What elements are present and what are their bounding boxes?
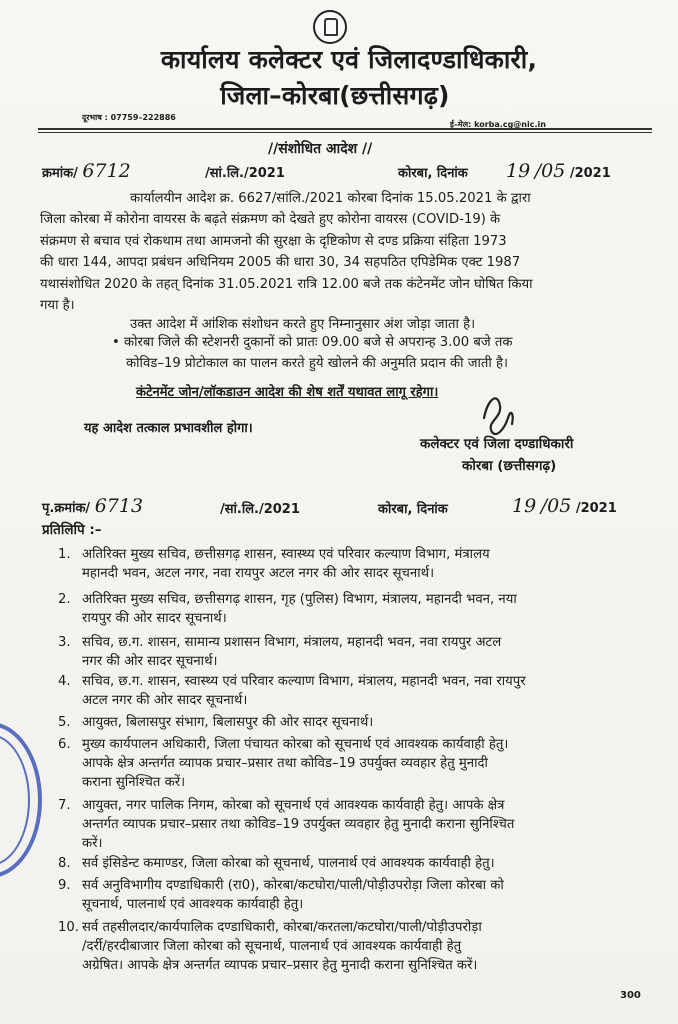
signatory-designation: कलेक्टर एवं जिला दण्डाधिकारी [420,436,574,452]
order-date-month: /05 [534,160,566,182]
order-place-date-label: कोरबा, दिनांक [398,166,468,181]
list-item-line: सचिव, छ.ग. शासन, स्वास्थ्य एवं परिवार कल्याण विभाग, मंत्रालय, महानदी भवन, नवा रायपुर [82,674,526,689]
copy-date-month: /05 [540,495,572,517]
copy-section: /सां.लि./2021 [220,502,300,517]
copy-date [512,495,617,517]
office-title: कार्यालय कलेक्टर एवं जिलादण्डाधिकारी, [160,45,538,74]
paragraph-line: जिला कोरबा में कोरोना वायरस के बढ़ते संक्रमण को देखते हुए कोरोना वायरस (COVID-19) के [40,212,501,228]
copy-date-year: /2021 [575,501,617,516]
phone-number: दूरभाष : 07759–222886 [82,113,176,122]
copy-heading: प्रतिलिपि :– [42,522,102,538]
list-item-number: 4. [58,674,71,689]
order-date-year: /2021 [569,166,611,181]
list-item-line: सर्व इंसिडेन्ट कमाण्डर, जिला कोरबा को सूचनार्थ, पालनार्थ एवं आवश्यक कार्यवाही हेतु। [82,856,495,871]
list-item-line: आयुक्त, नगर पालिक निगम, कोरबा को सूचनार्थ एवं आवश्यक कार्यवाही हेतु। आपके क्षेत्र [82,798,505,813]
list-item-line: आयुक्त, बिलासपुर संभाग, बिलासपुर की ओर सादर सूचनार्थ। [82,715,374,730]
list-item-number: 9. [58,878,71,893]
list-item-line: /दर्री/हरदीबाजार जिला कोरबा को सूचनार्थ, पालनार्थ एवं आवश्यक कार्यवाही हेतु [82,939,462,955]
list-item-number: 10. [58,920,79,935]
order-number-label: क्रमांक/ [42,166,78,181]
copy-number-handwritten: 6713 [94,495,144,517]
paragraph-line: की धारा 144, आपदा प्रबंधन अधिनियम 2005 की धारा 30, 34 सहपठित एपिडेमिक एक्ट 1987 [40,255,521,271]
order-section: /सां.लि./2021 [205,166,285,181]
list-item-number: 1. [58,547,71,562]
list-item-line: महानदी भवन, अटल नगर, नवा रायपुर अटल नगर की ओर सादर सूचनार्थ। [82,566,435,582]
order-date-day: 19 [506,160,531,182]
list-item-line: मुख्य कार्यपालन अधिकारी, जिला पंचायत कोरबा को सूचनार्थ एवं आवश्यक कार्यवाही हेतु। [82,737,509,752]
list-item-number: 5. [58,715,71,730]
copy-number-label: पृ.क्रमांक/ [42,501,91,516]
list-item-line: नगर की ओर सादर सूचनार्थ। [82,654,218,670]
header-rule [38,128,652,130]
list-item-line: कराना सुनिश्चित करें। [82,775,186,791]
list-item-line: आपके क्षेत्र अन्तर्गत व्यापक प्रचार–प्रसार तथा कोविड–19 उपर्युक्त व्यवहार हेतु मुनादी [82,756,488,772]
email-address: ई–मेल: korba.cg@nic.in [450,120,546,129]
order-number-handwritten: 6712 [82,160,131,182]
government-emblem-icon [313,10,347,44]
order-paragraph-2: उक्त आदेश में आंशिक संशोधन करते हुए निम्नानुसार अंश जोड़ा जाता है। [130,317,476,332]
list-item-number: 2. [58,592,71,607]
list-item-line: सूचनार्थ, पालनार्थ एवं आवश्यक कार्यवाही हेतु। [82,897,304,913]
paragraph-line: गया है। [40,298,75,314]
header-rule-thin [38,132,652,133]
list-item-line: अतिरिक्त मुख्य सचिव, छत्तीसगढ़ शासन, गृह (पुलिस) विभाग, मंत्रालय, महानदी भवन, नया [82,592,517,607]
list-item-number: 6. [58,737,71,752]
district-title: जिला–कोरबा(छत्तीसगढ़) [220,81,450,110]
list-item-text [82,590,662,628]
list-item-number: 3. [58,635,71,650]
list-item-text [82,633,662,671]
bullet-line-text: कोरबा जिले की स्टेशनरी दुकानों को प्रातः 09.00 बजे से अपरान्ह 3.00 बजे तक [123,335,513,350]
order-bullet [112,332,512,375]
copy-date-day: 19 [512,495,537,517]
paragraph-line: संक्रमण से बचाव एवं रोकथाम तथा आमजनो की सुरक्षा के दृष्टिकोण से दण्ड प्रक्रिया संहिता 1973 [40,233,507,249]
bullet-line: कोविड–19 प्रोटोकाल का पालन करते हुये खोलने की अनुमति प्रदान की जाती है। [126,356,509,372]
paragraph-line: यथासंशोधित 2020 के तहत् दिनांक 31.05.2021 रात्रि 12.00 बजे तक कंटेनमेंट जोन घोषित किया [40,276,533,292]
bullet-line: • कोरबा जिले की स्टेशनरी दुकानों को प्रातः 09.00 बजे से अपरान्ह 3.00 बजे तक [112,335,513,350]
order-paragraph-1 [40,188,533,316]
office-seal-icon [0,722,42,878]
page-number: 300 [620,990,641,1001]
list-item-text [82,876,662,914]
list-item-text [82,672,662,710]
list-item-line: सचिव, छ.ग. शासन, सामान्य प्रशासन विभाग, मंत्रालय, महानदी भवन, नवा रायपुर अटल [82,635,502,650]
order-title: //संशोधित आदेश // [268,141,373,157]
list-item-line: अन्तर्गत व्यापक प्रचार–प्रसार तथा कोविड–19 उपर्युक्त व्यवहार हेतु मुनादी कराना सुनिश्चित [82,817,515,833]
order-date [506,160,611,182]
list-item-line: करें। [82,836,103,852]
order-number-row [42,160,131,182]
list-item-line: रायपुर की ओर सादर सूचनार्थ। [82,611,227,627]
paragraph-line: कार्यालयीन आदेश क्र. 6627/सांलि./2021 कोरबा दिनांक 15.05.2021 के द्वारा [130,191,531,206]
list-item-line: सर्व तहसीलदार/कार्यपालिक दण्डाधिकारी, कोरबा/करतला/कटघोरा/पाली/पोड़ीउपरोड़ा [82,920,482,935]
list-item-line: अतिरिक्त मुख्य सचिव, छत्तीसगढ़ शासन, स्वास्थ्य एवं परिवार कल्याण विभाग, मंत्रालय [82,547,490,562]
list-item-text [82,713,662,732]
list-item-text [82,545,662,583]
remaining-conditions-note: कंटेनमेंट जोन/लॉकडाउन आदेश की शेष शर्तें यथावत लागू रहेगा। [136,385,439,400]
list-item-line: अग्रेषित। आपके क्षेत्र अन्तर्गत व्यापक प्रचार–प्रसार हेतु मुनादी कराना सुनिश्चित करें। [82,958,478,974]
list-item-text [82,854,662,873]
list-item-text [82,796,662,854]
list-item-number: 7. [58,798,71,813]
list-item-line: अटल नगर की ओर सादर सूचनार्थ। [82,693,248,709]
list-item-number: 8. [58,856,71,871]
list-item-line: सर्व अनुविभागीय दण्डाधिकारी (रा0), कोरबा/कटघोरा/पाली/पोड़ीउपरोड़ा जिला कोरबा को [82,878,504,893]
signatory-place: कोरबा (छत्तीसगढ़) [462,458,557,474]
list-item-text [82,735,662,793]
copy-number-row [42,495,143,517]
effective-immediately-note: यह आदेश तत्काल प्रभावशील होगा। [84,421,253,436]
copy-place-date-label: कोरबा, दिनांक [378,502,448,517]
list-item-text [82,918,662,976]
